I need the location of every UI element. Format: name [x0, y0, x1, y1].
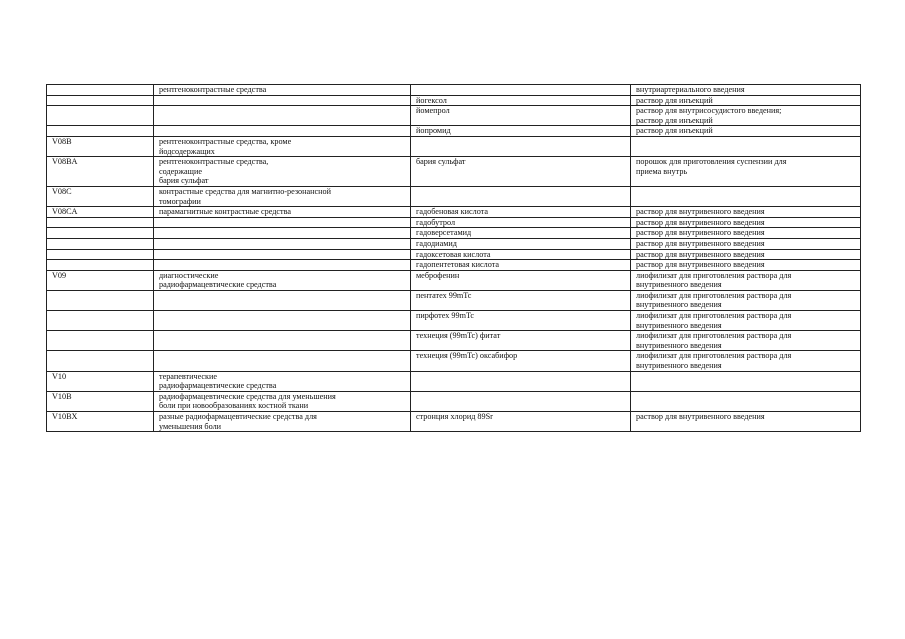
pharmacological-group-cell: диагностические радиофармацевтические средства	[154, 270, 411, 290]
atc-code-cell	[47, 351, 154, 371]
atc-code-cell	[47, 260, 154, 271]
dosage-form-cell: раствор для внутривенного введения	[631, 412, 861, 432]
atc-code-cell: V08C	[47, 186, 154, 206]
atc-code-cell	[47, 106, 154, 126]
pharmacological-group-cell: радиофармацевтические средства для уменьшения боли при новообразованиях костной ткани	[154, 391, 411, 411]
table-row	[47, 126, 861, 137]
drug-name-cell: гадопентетовая кислота	[411, 260, 631, 271]
atc-code-cell	[47, 249, 154, 260]
table-row	[47, 217, 861, 228]
dosage-form-cell: раствор для внутривенного введения	[631, 207, 861, 218]
drug-name-cell: пирфотех 99mTc	[411, 311, 631, 331]
table-row	[47, 371, 861, 391]
document-page	[46, 84, 860, 432]
atc-code-cell: V09	[47, 270, 154, 290]
pharmacological-group-cell: рентгеноконтрастные средства, содержащие бария сульфат	[154, 157, 411, 187]
atc-code-cell	[47, 331, 154, 351]
drug-name-cell: гадоксетовая кислота	[411, 249, 631, 260]
drug-name-cell	[411, 85, 631, 96]
dosage-form-cell	[631, 391, 861, 411]
pharmacological-group-cell	[154, 260, 411, 271]
drug-name-cell: гадобеновая кислота	[411, 207, 631, 218]
table-row	[47, 290, 861, 310]
dosage-form-cell: раствор для внутривенного введения	[631, 228, 861, 239]
table-row	[47, 186, 861, 206]
drug-name-cell: гадоверсетамид	[411, 228, 631, 239]
dosage-form-cell: лиофилизат для приготовления раствора для внутривенного введения	[631, 351, 861, 371]
pharmacological-group-cell	[154, 311, 411, 331]
dosage-form-cell: раствор для внутривенного введения	[631, 238, 861, 249]
pharmacological-group-cell	[154, 249, 411, 260]
pharmacological-group-cell	[154, 95, 411, 106]
atc-code-cell	[47, 95, 154, 106]
table-row	[47, 136, 861, 156]
dosage-form-cell: раствор для инъекций	[631, 126, 861, 137]
drug-name-cell: йогексол	[411, 95, 631, 106]
dosage-form-cell: раствор для внутрисосудистого введения; раствор для инъекций	[631, 106, 861, 126]
table-row	[47, 351, 861, 371]
dosage-form-cell	[631, 136, 861, 156]
atc-code-cell: V08CA	[47, 207, 154, 218]
table-row	[47, 391, 861, 411]
drug-name-cell	[411, 371, 631, 391]
atc-code-cell	[47, 217, 154, 228]
table-row	[47, 207, 861, 218]
pharmacological-group-cell	[154, 351, 411, 371]
atc-code-cell: V08B	[47, 136, 154, 156]
pharmacological-group-cell: рентгеноконтрастные средства	[154, 85, 411, 96]
atc-code-cell	[47, 311, 154, 331]
pharmacological-group-cell	[154, 228, 411, 239]
atc-code-cell: V10	[47, 371, 154, 391]
drug-classification-table	[46, 84, 861, 432]
drug-name-cell: технеция (99mTc) оксабифор	[411, 351, 631, 371]
dosage-form-cell: лиофилизат для приготовления раствора для внутривенного введения	[631, 290, 861, 310]
atc-code-cell: V10B	[47, 391, 154, 411]
pharmacological-group-cell: парамагнитные контрастные средства	[154, 207, 411, 218]
table-row	[47, 85, 861, 96]
pharmacological-group-cell	[154, 331, 411, 351]
table-row	[47, 95, 861, 106]
atc-code-cell	[47, 290, 154, 310]
table-row	[47, 331, 861, 351]
pharmacological-group-cell: терапевтические радиофармацевтические средства	[154, 371, 411, 391]
drug-name-cell: йопромид	[411, 126, 631, 137]
table-row	[47, 249, 861, 260]
drug-name-cell: стронция хлорид 89Sr	[411, 412, 631, 432]
drug-name-cell: гадобутрол	[411, 217, 631, 228]
drug-name-cell	[411, 136, 631, 156]
dosage-form-cell: раствор для инъекций	[631, 95, 861, 106]
atc-code-cell	[47, 85, 154, 96]
pharmacological-group-cell	[154, 217, 411, 228]
drug-name-cell: бария сульфат	[411, 157, 631, 187]
pharmacological-group-cell	[154, 290, 411, 310]
pharmacological-group-cell	[154, 126, 411, 137]
pharmacological-group-cell: контрастные средства для магнитно-резонансной томографии	[154, 186, 411, 206]
drug-name-cell: технеция (99mTc) фитат	[411, 331, 631, 351]
dosage-form-cell: раствор для внутривенного введения	[631, 260, 861, 271]
dosage-form-cell	[631, 186, 861, 206]
table-row	[47, 157, 861, 187]
table-body	[47, 85, 861, 432]
table-row	[47, 238, 861, 249]
drug-name-cell	[411, 391, 631, 411]
dosage-form-cell: лиофилизат для приготовления раствора для внутривенного введения	[631, 311, 861, 331]
dosage-form-cell: лиофилизат для приготовления раствора для внутривенного введения	[631, 270, 861, 290]
table-row	[47, 260, 861, 271]
pharmacological-group-cell	[154, 106, 411, 126]
table-row	[47, 228, 861, 239]
atc-code-cell	[47, 238, 154, 249]
table-row	[47, 311, 861, 331]
dosage-form-cell: порошок для приготовления суспензии для приема внутрь	[631, 157, 861, 187]
drug-name-cell: гадодиамид	[411, 238, 631, 249]
pharmacological-group-cell	[154, 238, 411, 249]
atc-code-cell	[47, 126, 154, 137]
dosage-form-cell: раствор для внутривенного введения	[631, 217, 861, 228]
dosage-form-cell	[631, 371, 861, 391]
atc-code-cell: V08BA	[47, 157, 154, 187]
pharmacological-group-cell: рентгеноконтрастные средства, кроме йодсодержащих	[154, 136, 411, 156]
table-row	[47, 106, 861, 126]
drug-name-cell	[411, 186, 631, 206]
drug-name-cell: меброфенин	[411, 270, 631, 290]
dosage-form-cell: лиофилизат для приготовления раствора для внутривенного введения	[631, 331, 861, 351]
atc-code-cell	[47, 228, 154, 239]
dosage-form-cell: раствор для внутривенного введения	[631, 249, 861, 260]
drug-name-cell: йомепрол	[411, 106, 631, 126]
atc-code-cell: V10BX	[47, 412, 154, 432]
table-row	[47, 412, 861, 432]
dosage-form-cell: внутриартериального введения	[631, 85, 861, 96]
pharmacological-group-cell: разные радиофармацевтические средства для уменьшения боли	[154, 412, 411, 432]
table-row	[47, 270, 861, 290]
drug-name-cell: пентатех 99mTc	[411, 290, 631, 310]
